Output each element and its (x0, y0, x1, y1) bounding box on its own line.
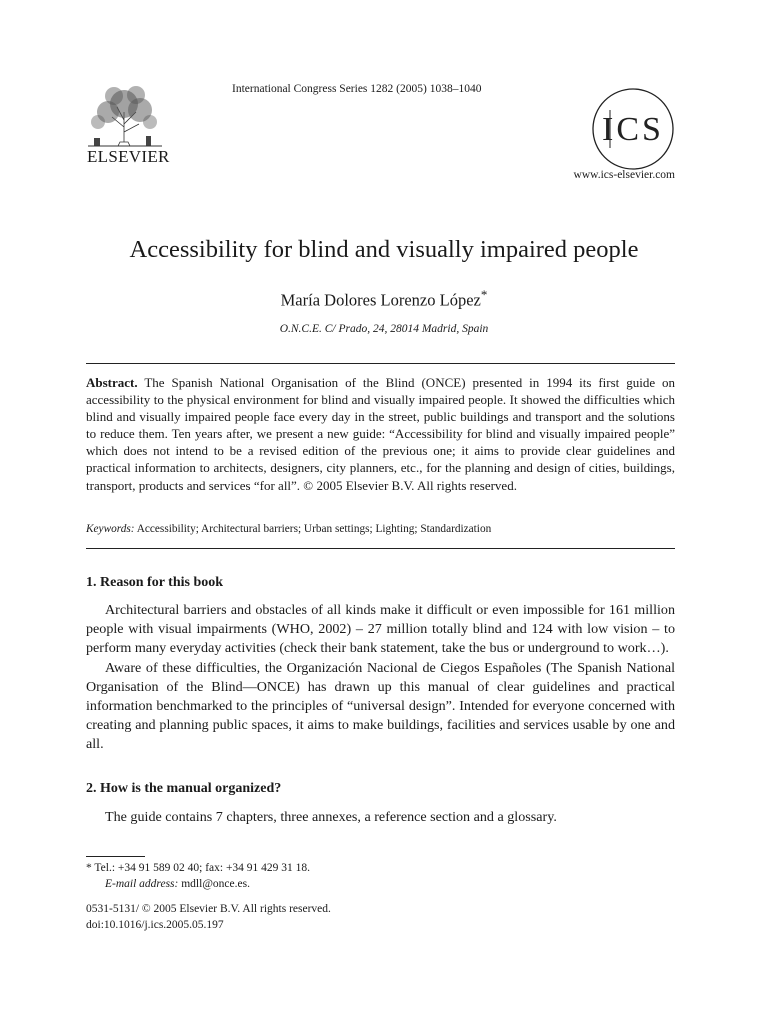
issn-copyright: 0531-5131/ © 2005 Elsevier B.V. All rights reserved. (86, 903, 331, 915)
footnote (86, 861, 310, 892)
section-body (86, 601, 675, 755)
section-heading: 1. Reason for this book (86, 575, 224, 590)
footnote-contact: * Tel.: +34 91 589 02 40; fax: +34 91 429 31 18. (86, 862, 311, 874)
paragraph: Architectural barriers and obstacles of all kinds make it difficult or even impossible for 161 million people with visual impairments (WHO, 2002) – 27 million totally blind and 124 with low vision – to perform many everyday activities (check their bank statement, take the bus or underground to work…). (86, 602, 675, 657)
section-heading: 2. How is the manual organized? (86, 781, 282, 796)
paragraph: Aware of these difficulties, the Organización Nacional de Ciegos Españoles (The Spanish National Organisation of the Blind—ONCE) has drawn up this manual of clear guidelines and practical information benchmarked to the principles of “universal design”. Intended for everyone concerned with creating and planning public spaces, it aims to make buildings, facilities and services usable by one and all. (86, 659, 675, 753)
doi[interactable]: doi:10.1016/j.ics.2005.05.197 (86, 918, 224, 931)
copyright-footer (86, 902, 331, 933)
abstract-text: The Spanish National Organisation of the Blind (ONCE) presented in 1994 its first guide on accessibility to the physical environment for blind and visually impaired people. It showed the difficulties which blind and visually impaired people face every day in the street, public buildings and transport and the solutions to reduce them. Ten years after, we present a new guide: “Accessibility for blind and visually impaired people” which does not intend to be a revised edition of the previous one; it aims to provide clear guidelines and practical information to architects, designers, city planners, etc., for the planning and design of cities, buildings, transport, products and services “for all”. © 2005 Elsevier B.V. All rights reserved. (86, 375, 676, 493)
footnote-email-line (86, 877, 310, 893)
author-name-text: María Dolores Lorenzo López (280, 290, 481, 310)
keywords-label: Keywords: (86, 523, 135, 535)
keywords-text: Accessibility; Architectural barriers; Urban settings; Lighting; Standardization (136, 523, 492, 535)
section-body (86, 808, 675, 827)
keywords (86, 523, 675, 535)
abstract-bottom-rule (86, 548, 675, 549)
abstract (86, 374, 675, 494)
email-label: E-mail address: (105, 877, 179, 890)
article-title: Accessibility for blind and visually impaired people (129, 236, 639, 263)
footnote-rule (86, 856, 145, 857)
journal-website[interactable]: www.ics-elsevier.com (573, 169, 675, 181)
abstract-top-rule (86, 363, 675, 364)
author-footnote-mark[interactable]: * (480, 287, 488, 302)
ics-logo (588, 86, 678, 172)
journal-reference: International Congress Series 1282 (2005) 1038–1040 (232, 83, 482, 95)
email-address[interactable]: mdll@once.es. (181, 877, 250, 890)
publisher-name: ELSEVIER (87, 147, 170, 166)
author-affiliation: O.N.C.E. C/ Prado, 24, 28014 Madrid, Spain (279, 323, 489, 335)
paragraph: The guide contains 7 chapters, three annexes, a reference section and a glossary. (105, 809, 557, 825)
ics-logo-text: ICS (602, 111, 664, 148)
author-name (0, 287, 768, 311)
abstract-label: Abstract. (86, 375, 138, 390)
